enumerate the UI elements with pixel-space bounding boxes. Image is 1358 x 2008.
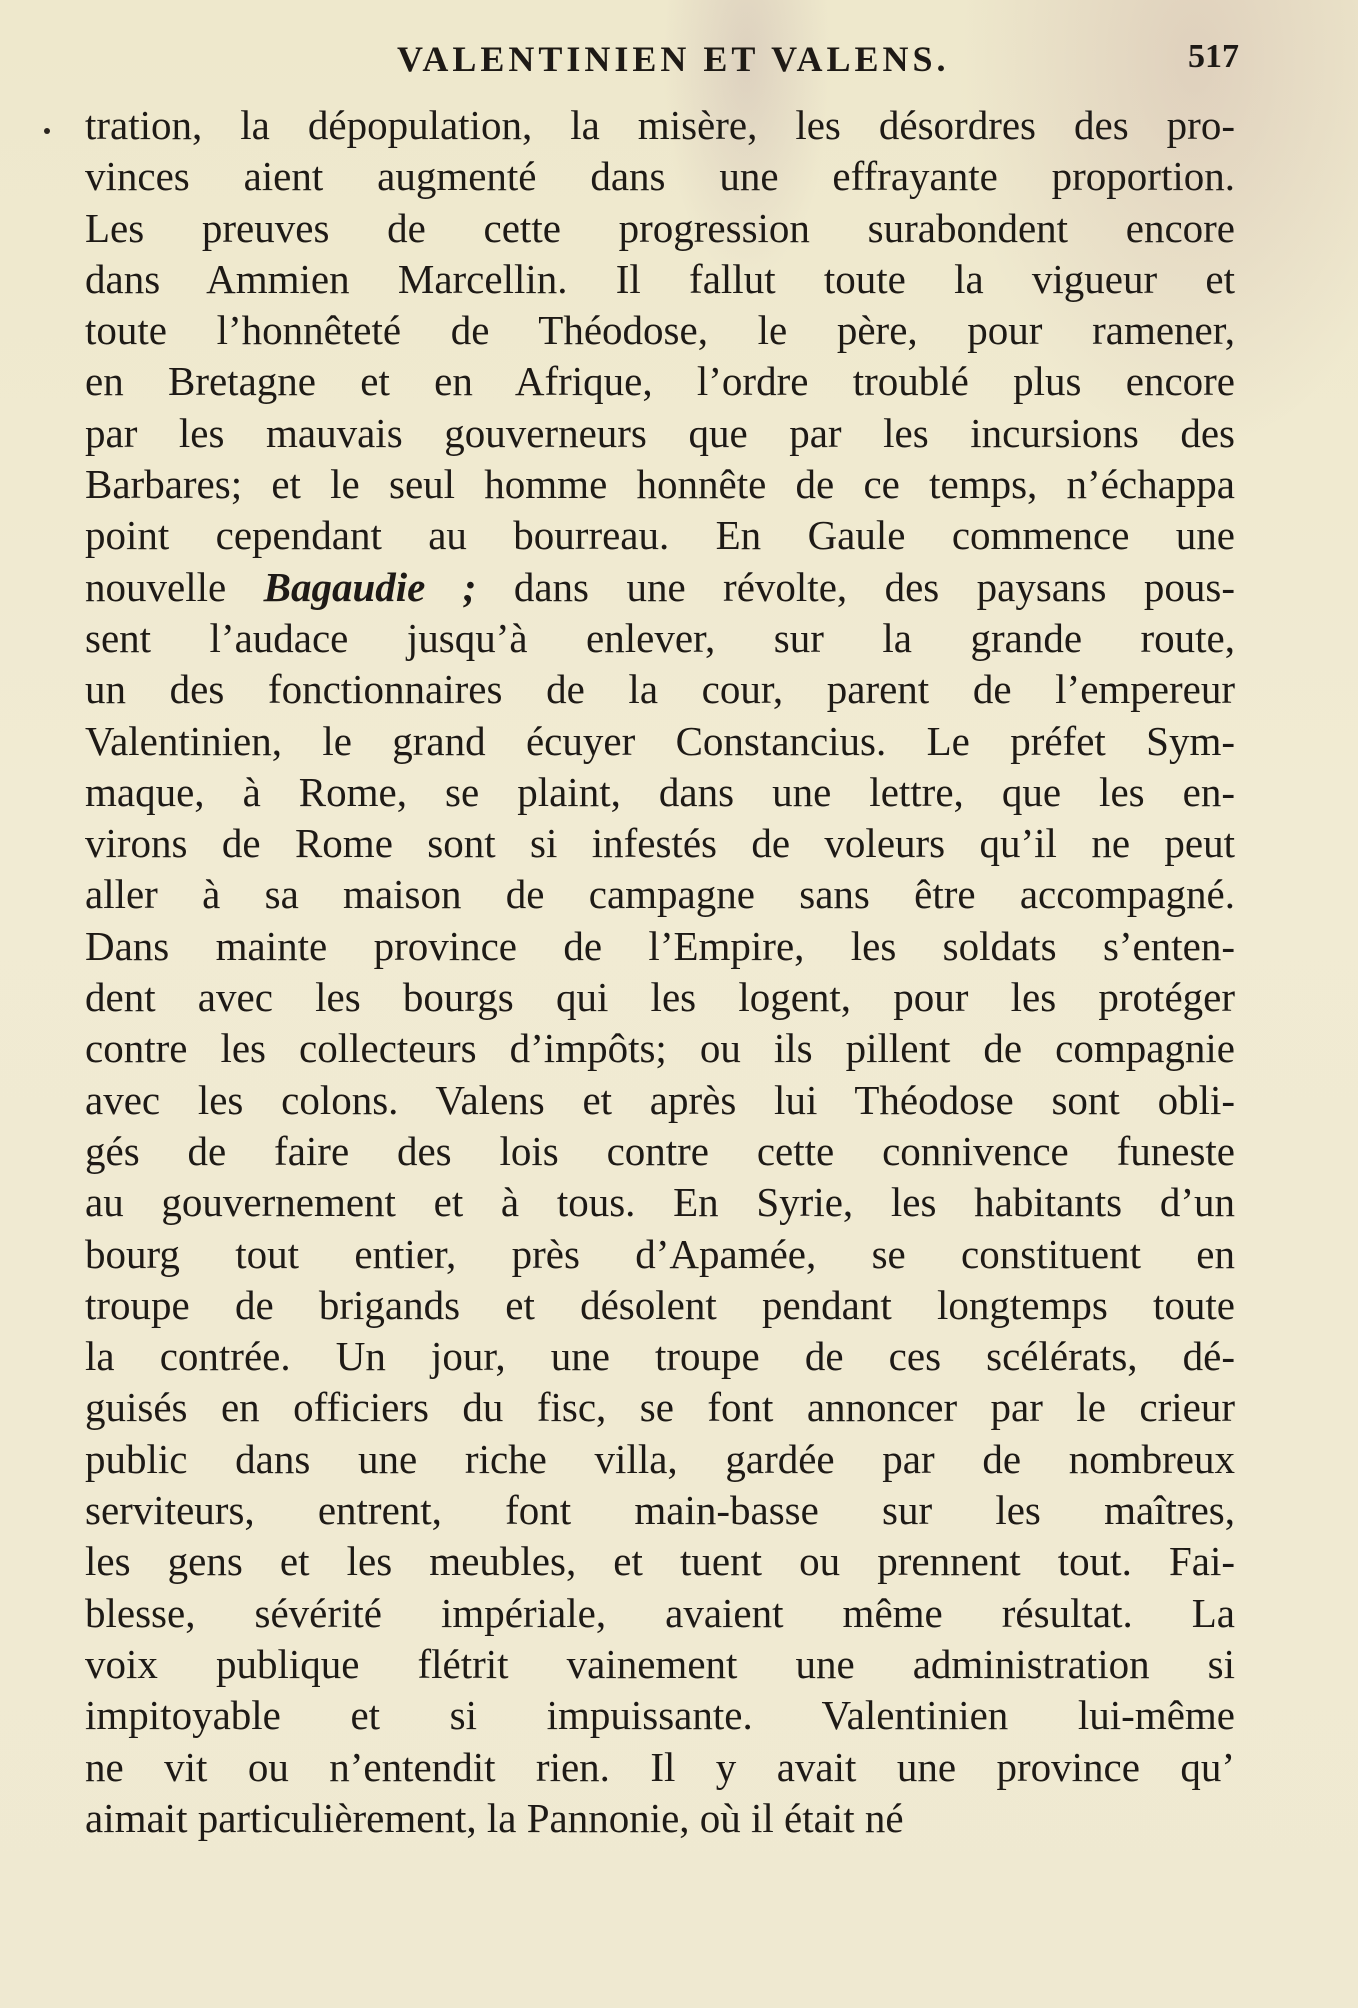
text-line: contre les collecteurs d’impôts; ou ils pillent de compagnie — [85, 1025, 1235, 1072]
text-segment: nouvelle — [85, 563, 264, 610]
text-line: gés de faire des lois contre cette connivence funeste — [85, 1127, 1235, 1174]
text-line: toute l’honnêteté de Théodose, le père, pour ramener, — [85, 307, 1235, 354]
text-line: public dans une riche villa, gardée par de nombreux — [85, 1435, 1235, 1482]
text-line: point cependant au bourreau. En Gaule commence une — [85, 512, 1235, 559]
text-line: Les preuves de cette progression surabondent encore — [85, 204, 1235, 251]
page-number: 517 — [1188, 38, 1239, 75]
text-line: guisés en officiers du fisc, se font annoncer par le crieur — [85, 1384, 1235, 1431]
text-line: en Bretagne et en Afrique, l’ordre troublé plus encore — [85, 358, 1235, 405]
text-line: avec les colons. Valens et après lui Théodose sont obli- — [85, 1076, 1235, 1123]
page-header — [0, 34, 1358, 84]
text-line: les gens et les meubles, et tuent ou prennent tout. Fai- — [85, 1538, 1235, 1585]
text-line: dans Ammien Marcellin. Il fallut toute la vigueur et — [85, 255, 1235, 302]
text-line: bourg tout entier, près d’Apamée, se constituent en — [85, 1230, 1235, 1277]
margin-dot — [44, 128, 50, 134]
text-line: la contrée. Un jour, une troupe de ces scélérats, dé- — [85, 1333, 1235, 1380]
text-line: aimait particulièrement, la Pannonie, où il était né — [85, 1794, 904, 1841]
text-line: virons de Rome sont si infestés de voleurs qu’il ne peut — [85, 820, 1235, 867]
text-line: tration, la dépopulation, la misère, les désordres des pro- — [85, 102, 1235, 148]
text-line: ne vit ou n’entendit rien. Il y avait une province qu’ — [85, 1743, 1235, 1790]
text-line: vinces aient augmenté dans une effrayante proportion. — [85, 153, 1235, 200]
text-line: Valentinien, le grand écuyer Constancius. Le préfet Sym- — [85, 717, 1235, 764]
text-line: Dans mainte province de l’Empire, les soldats s’enten- — [85, 922, 1235, 969]
text-line: maque, à Rome, se plaint, dans une lettre, que les en- — [85, 768, 1235, 815]
text-line: au gouvernement et à tous. En Syrie, les habitants d’un — [85, 1179, 1235, 1226]
text-line: dent avec les bourgs qui les logent, pour les protéger — [85, 974, 1235, 1021]
text-line: aller à sa maison de campagne sans être accompagné. — [85, 871, 1235, 918]
text-segment: dans une révolte, des paysans pous- — [476, 563, 1235, 610]
italic-term: Bagaudie ; — [263, 563, 477, 610]
body-text — [85, 100, 1235, 1844]
text-line: un des fonctionnaires de la cour, parent de l’empereur — [85, 666, 1235, 713]
text-line: par les mauvais gouverneurs que par les incursions des — [85, 409, 1235, 456]
text-line: impitoyable et si impuissante. Valentinien lui-même — [85, 1692, 1235, 1739]
running-title: VALENTINIEN ET VALENS. — [397, 39, 950, 79]
text-line: serviteurs, entrent, font main-basse sur les maîtres, — [85, 1487, 1235, 1534]
text-line: blesse, sévérité impériale, avaient même résultat. La — [85, 1589, 1235, 1636]
text-line-with-italic — [85, 562, 1235, 613]
text-line: troupe de brigands et désolent pendant longtemps toute — [85, 1281, 1235, 1328]
text-line: Barbares; et le seul homme honnête de ce temps, n’échappa — [85, 461, 1235, 508]
text-line: voix publique flétrit vainement une administration si — [85, 1640, 1235, 1687]
text-line: sent l’audace jusqu’à enlever, sur la grande route, — [85, 614, 1235, 661]
